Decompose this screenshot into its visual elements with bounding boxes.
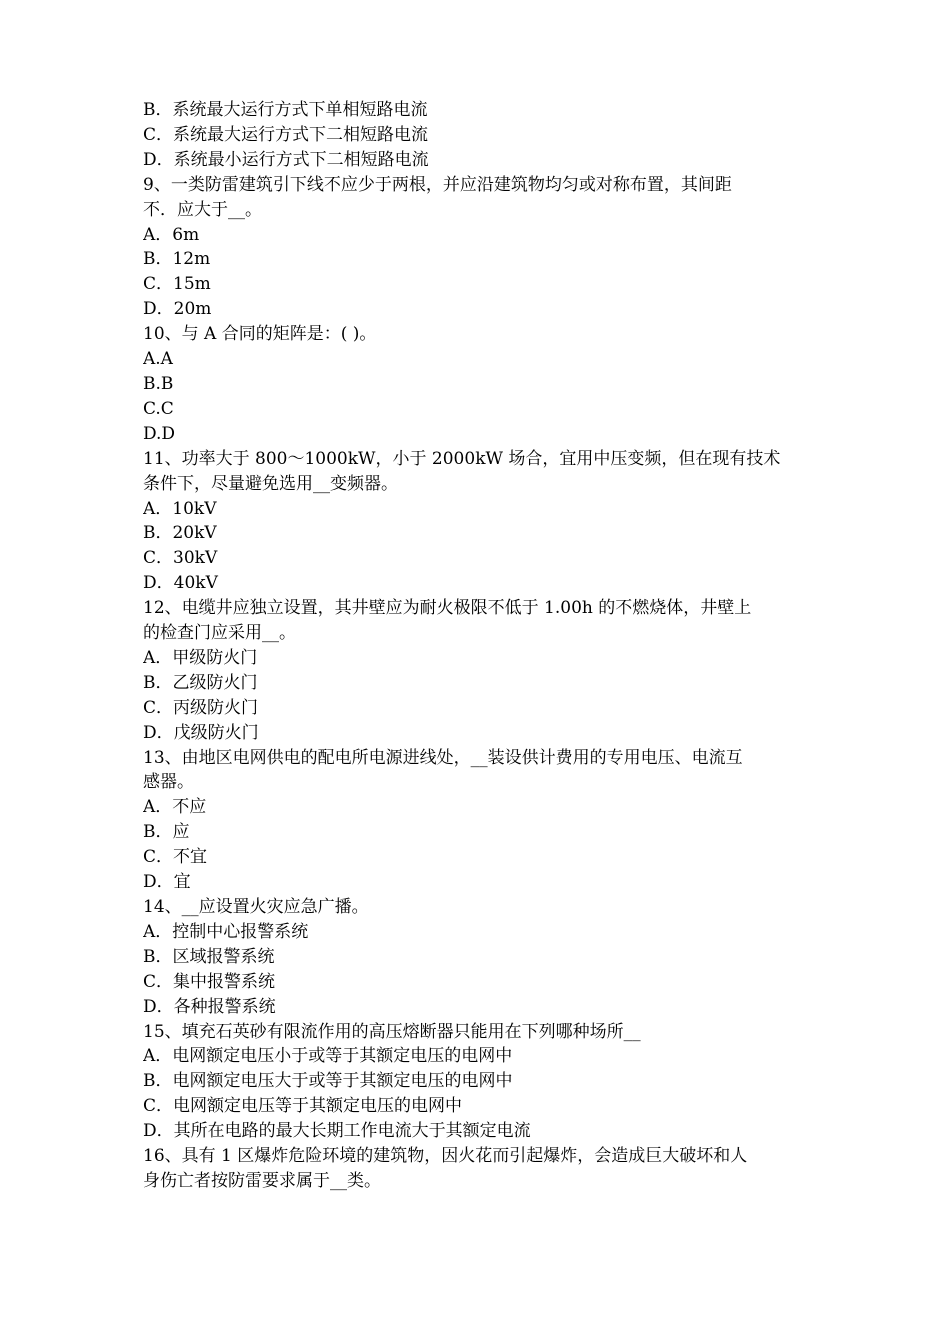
option-line: C．电网额定电压等于其额定电压的电网中 [143,1096,463,1117]
option-line: B．电网额定电压大于或等于其额定电压的电网中 [143,1071,513,1092]
option-line: B．系统最大运行方式下单相短路电流 [143,100,428,120]
option-line: D．20m [143,299,212,320]
question-line: 12、电缆井应独立设置，其井壁应为耐火极限不低于 1.00h 的不燃烧体，井壁上 [143,598,752,619]
question-line: 16、具有 1 区爆炸危险环境的建筑物，因火花而引起爆炸，会造成巨大破坏和人 [143,1146,748,1167]
option-line: D．系统最小运行方式下二相短路电流 [143,149,429,170]
option-line: C．15m [143,274,211,295]
question-line: 条件下，尽量避免选用__变频器。 [143,473,398,494]
option-line: C．集中报警系统 [143,971,276,992]
option-line: B．乙级防火门 [143,672,258,693]
option-line: A．10kV [143,498,217,519]
question-line: 14、__应设置火灾应急广播。 [143,897,369,917]
option-line: B．区域报警系统 [143,946,275,967]
question-line: 15、填充石英砂有限流作用的高压熔断器只能用在下列哪种场所__ [143,1021,641,1042]
option-line: D．其所在电路的最大长期工作电流大于其额定电流 [143,1121,531,1142]
option-line: B.B [143,373,174,394]
question-line: 13、由地区电网供电的配电所电源进线处，__装设供计费用的专用电压、电流互 [143,747,743,768]
document-body [143,98,813,1194]
option-line: D．40kV [143,573,218,594]
question-line: 10、与 A 合同的矩阵是：( )。 [143,324,377,345]
option-line: A．电网额定电压小于或等于其额定电压的电网中 [143,1046,513,1067]
option-line: A．6m [143,224,200,245]
option-line: C.C [143,398,174,419]
option-line: C．系统最大运行方式下二相短路电流 [143,124,429,145]
question-line: 9、一类防雷建筑引下线不应少于两根，并应沿建筑物均匀或对称布置，其间距 [143,174,732,195]
option-line: A.A [143,349,173,370]
question-line: 不．应大于__。 [143,199,262,220]
option-line: B．12m [143,249,211,270]
option-line: A．不应 [143,797,207,818]
question-line: 11、功率大于 800～1000kW，小于 2000kW 场合，宜用中压变频，但在现有技术 [143,448,781,469]
option-line: C．30kV [143,548,218,569]
option-line: A．甲级防火门 [143,647,258,668]
option-line: C．不宜 [143,847,208,868]
option-line: D．宜 [143,872,191,893]
option-line: D.D [143,423,176,444]
option-line: B．20kV [143,523,217,544]
question-line: 身伤亡者按防雷要求属于__类。 [143,1170,381,1191]
option-line: D．各种报警系统 [143,996,276,1017]
option-line: C．丙级防火门 [143,697,259,718]
question-line: 感器。 [143,772,194,793]
option-line: B．应 [143,822,190,843]
question-line: 的检查门应采用__。 [143,623,296,644]
option-line: A．控制中心报警系统 [143,921,309,942]
option-line: D．戊级防火门 [143,722,259,743]
